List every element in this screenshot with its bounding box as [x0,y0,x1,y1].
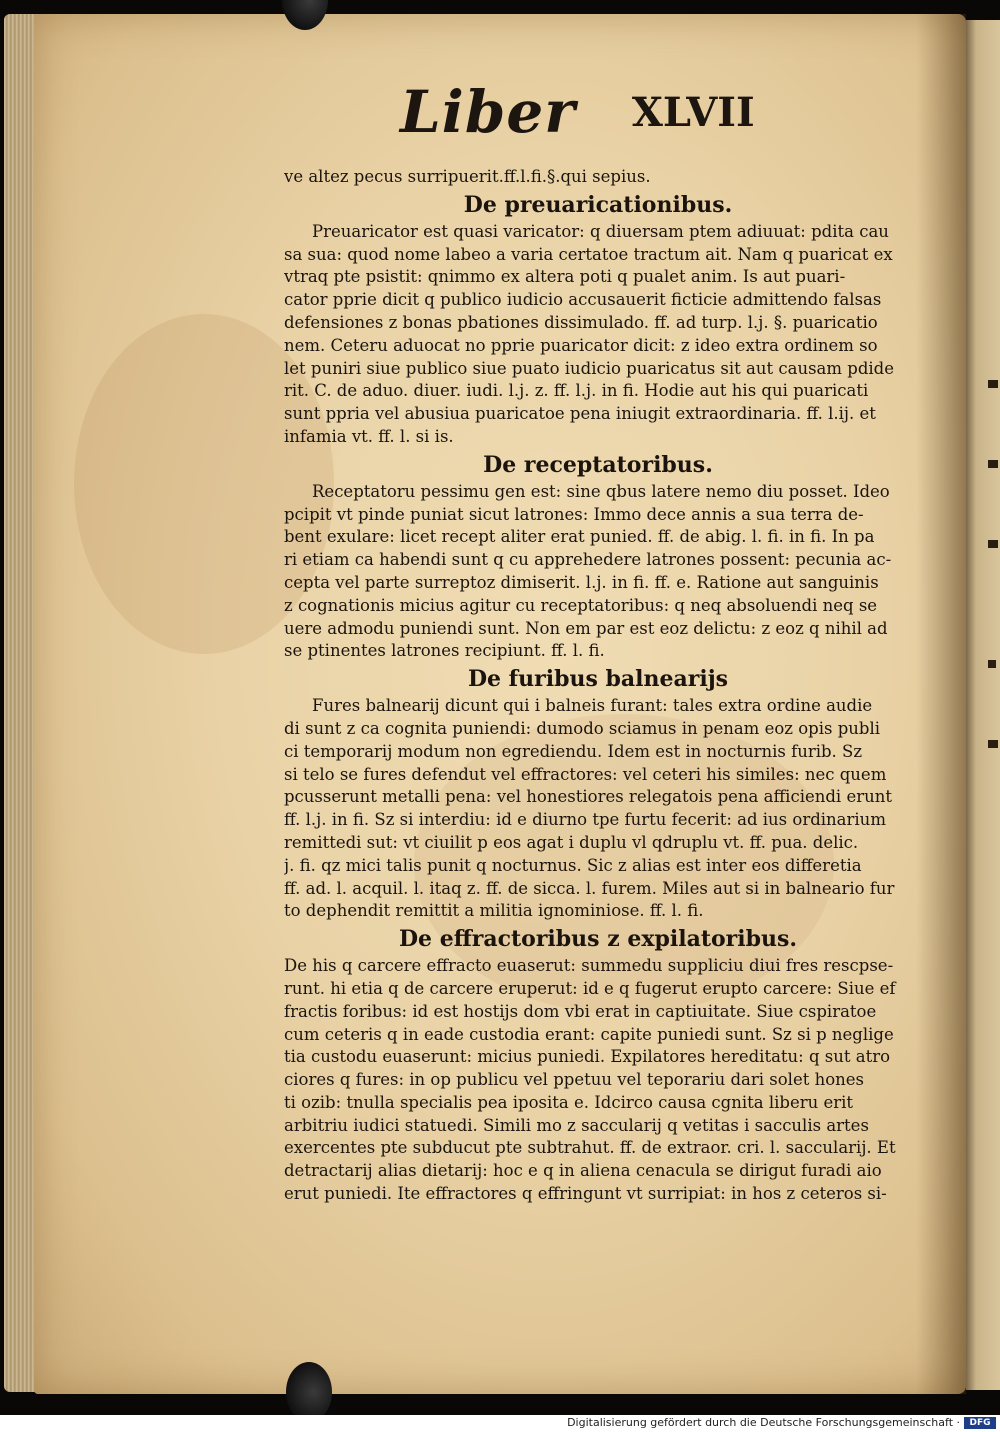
text-line: bent exulare: licet recept aliter erat punied. ff. de abig. l. fi. in fi. In pa [284,527,875,547]
text-line: runt. hi etia q de carcere eruperut: id e q fugerut erupto carcere: Siue ef [284,978,896,998]
header-number: XLVII [631,89,755,136]
facing-page-edge [966,20,1000,1390]
text-line: ci temporarij modum non egrediendu. Idem est in nocturnis furib. Sz [284,741,863,761]
text-line: arbitriu iudici statuedi. Simili mo z saccularij q vetitas i sacculis artes [284,1115,869,1135]
section-heading: De receptatoribus. [483,451,713,478]
text-line: pcusserunt metalli pena: vel honestiores relegatois pena afficiendi erunt [284,787,892,807]
header-title: Liber [400,78,576,146]
text-line: ff. ad. l. acquil. l. itaq z. ff. de sicca. l. furem. Miles aut si in balneario fur [284,878,895,898]
text-line: Receptatoru pessimu gen est: sine qbus latere nemo diu posset. Ideo [312,481,890,501]
text-line: Preuaricator est quasi varicator: q diuersam ptem adiuuat: pdita cau [312,221,889,241]
text-line: nem. Ceteru aduocat no pprie puaricator dicit: z ideo extra ordinem so [284,335,878,355]
text-line: uere admodu puniendi sunt. Non em par est eoz delictu: z eoz q nihil ad [284,618,888,638]
text-line: z cognationis micius agitur cu receptatoribus: q neq absoluendi neq se [284,595,878,615]
dfg-logo: DFG [964,1417,996,1429]
text-line: Fures balnearij dicunt qui i balneis furant: tales extra ordine audie [312,696,873,716]
text-line: rit. C. de aduo. diuer. iudi. l.j. z. ff. l.j. in fi. Hodie aut his qui puaricati [284,381,869,401]
text-line: cepta vel parte surreptoz dimiserit. l.j. in fi. ff. e. Ratione aut sanguinis [284,572,879,592]
text-line: to dephendit remittit a militia ignominiose. ff. l. fi. [284,901,704,921]
text-line: infamia vt. ff. l. si is. [284,426,454,446]
text-line: remittedi sut: vt ciuilit p eos agat i duplu vl qdruplu vt. ff. pua. delic. [284,832,859,852]
page-text [284,166,912,1206]
section-heading: De effractoribus z expilatoribus. [398,926,798,953]
text-line: ti ozib: tnulla specialis pea iposita e. Idcirco causa cgnita liberu erit [284,1092,854,1112]
text-line: cator pprie dicit q publico iudicio accusauerit ficticie admittendo falsas [284,290,882,310]
text-line: pcipit vt pinde puniat sicut latrones: Immo dece annis a sua terra de- [284,504,864,524]
clasp-bottom [286,1362,332,1415]
text-line: di sunt z ca cognita puniendi: dumodo sciamus in penam eoz opis publi [284,718,880,738]
spine-shadow [916,14,966,1394]
section-heading: De furibus balnearijs [467,666,729,693]
text-line: let puniri siue publico siue puato iudicio puaricatus sit aut causam pdide [284,358,895,378]
text-line: vtraq pte psistit: qnimmo ex altera poti q pualet anim. Is aut puari- [284,267,846,287]
text-line: j. fi. qz mici talis punit q nocturnus. Sic z alias est inter eos differetia [284,855,862,875]
text-line: detractarij alias dietarij: hoc e q in aliena cenacula se dirigut furadi aio [284,1161,882,1181]
text-line: sa sua: quod nome labeo a varia certatoe tractum ait. Nam q puaricat ex [284,244,893,264]
text-line: ri etiam ca habendi sunt q cu apprehedere latrones possent: pecunia ac- [284,550,892,570]
text-line: ff. l.j. in fi. Sz si interdiu: id e diurno tpe furtu fecerit: ad ius ordinarium [284,810,886,830]
running-header [400,78,755,146]
text-line: ve altez pecus surripuerit.ff.l.fi.§.qui sepius. [284,167,651,186]
text-line: cum ceteris q in eade custodia erant: capite puniedi sunt. Sz si p neglige [284,1024,894,1044]
text-line: se ptinentes latrones recipiunt. ff. l. fi. [284,641,605,661]
section-heading: De preuaricationibus. [463,191,733,218]
text-line: tia custodu euaserunt: micius puniedi. Expilatores hereditatu: q sut atro [284,1047,891,1067]
text-line: si telo se fures defendut vel effractores: vel ceteri his similes: nec quem [284,764,887,784]
text-line: ciores q fures: in op publicu vel ppetuu vel teporariu dari solet hones [284,1070,865,1090]
footer-bar [0,1415,1000,1432]
funding-credit: Digitalisierung gefördert durch die Deutsche Forschungsgemeinschaft · [567,1416,960,1429]
text-line: erut puniedi. Ite effractores q effringunt vt surripiat: in hos z ceteros si- [284,1184,887,1204]
text-line: exercentes pte subducut pte subtrahut. ff. de extraor. cri. l. saccularij. Et [284,1138,896,1158]
text-line: defensiones z bonas pbationes dissimulado. ff. ad turp. l.j. §. puaricatio [284,312,878,332]
text-line: sunt ppria vel abusiua puaricatoe pena iniugit extraordinaria. ff. l.ij. et [284,404,876,424]
text-line: De his q carcere effracto euaserut: summedu suppliciu diui fres rescpse- [284,956,894,976]
text-line: fractis foribus: id est hostijs dom vbi erat in captiuitate. Siue cspiratoe [284,1001,877,1021]
